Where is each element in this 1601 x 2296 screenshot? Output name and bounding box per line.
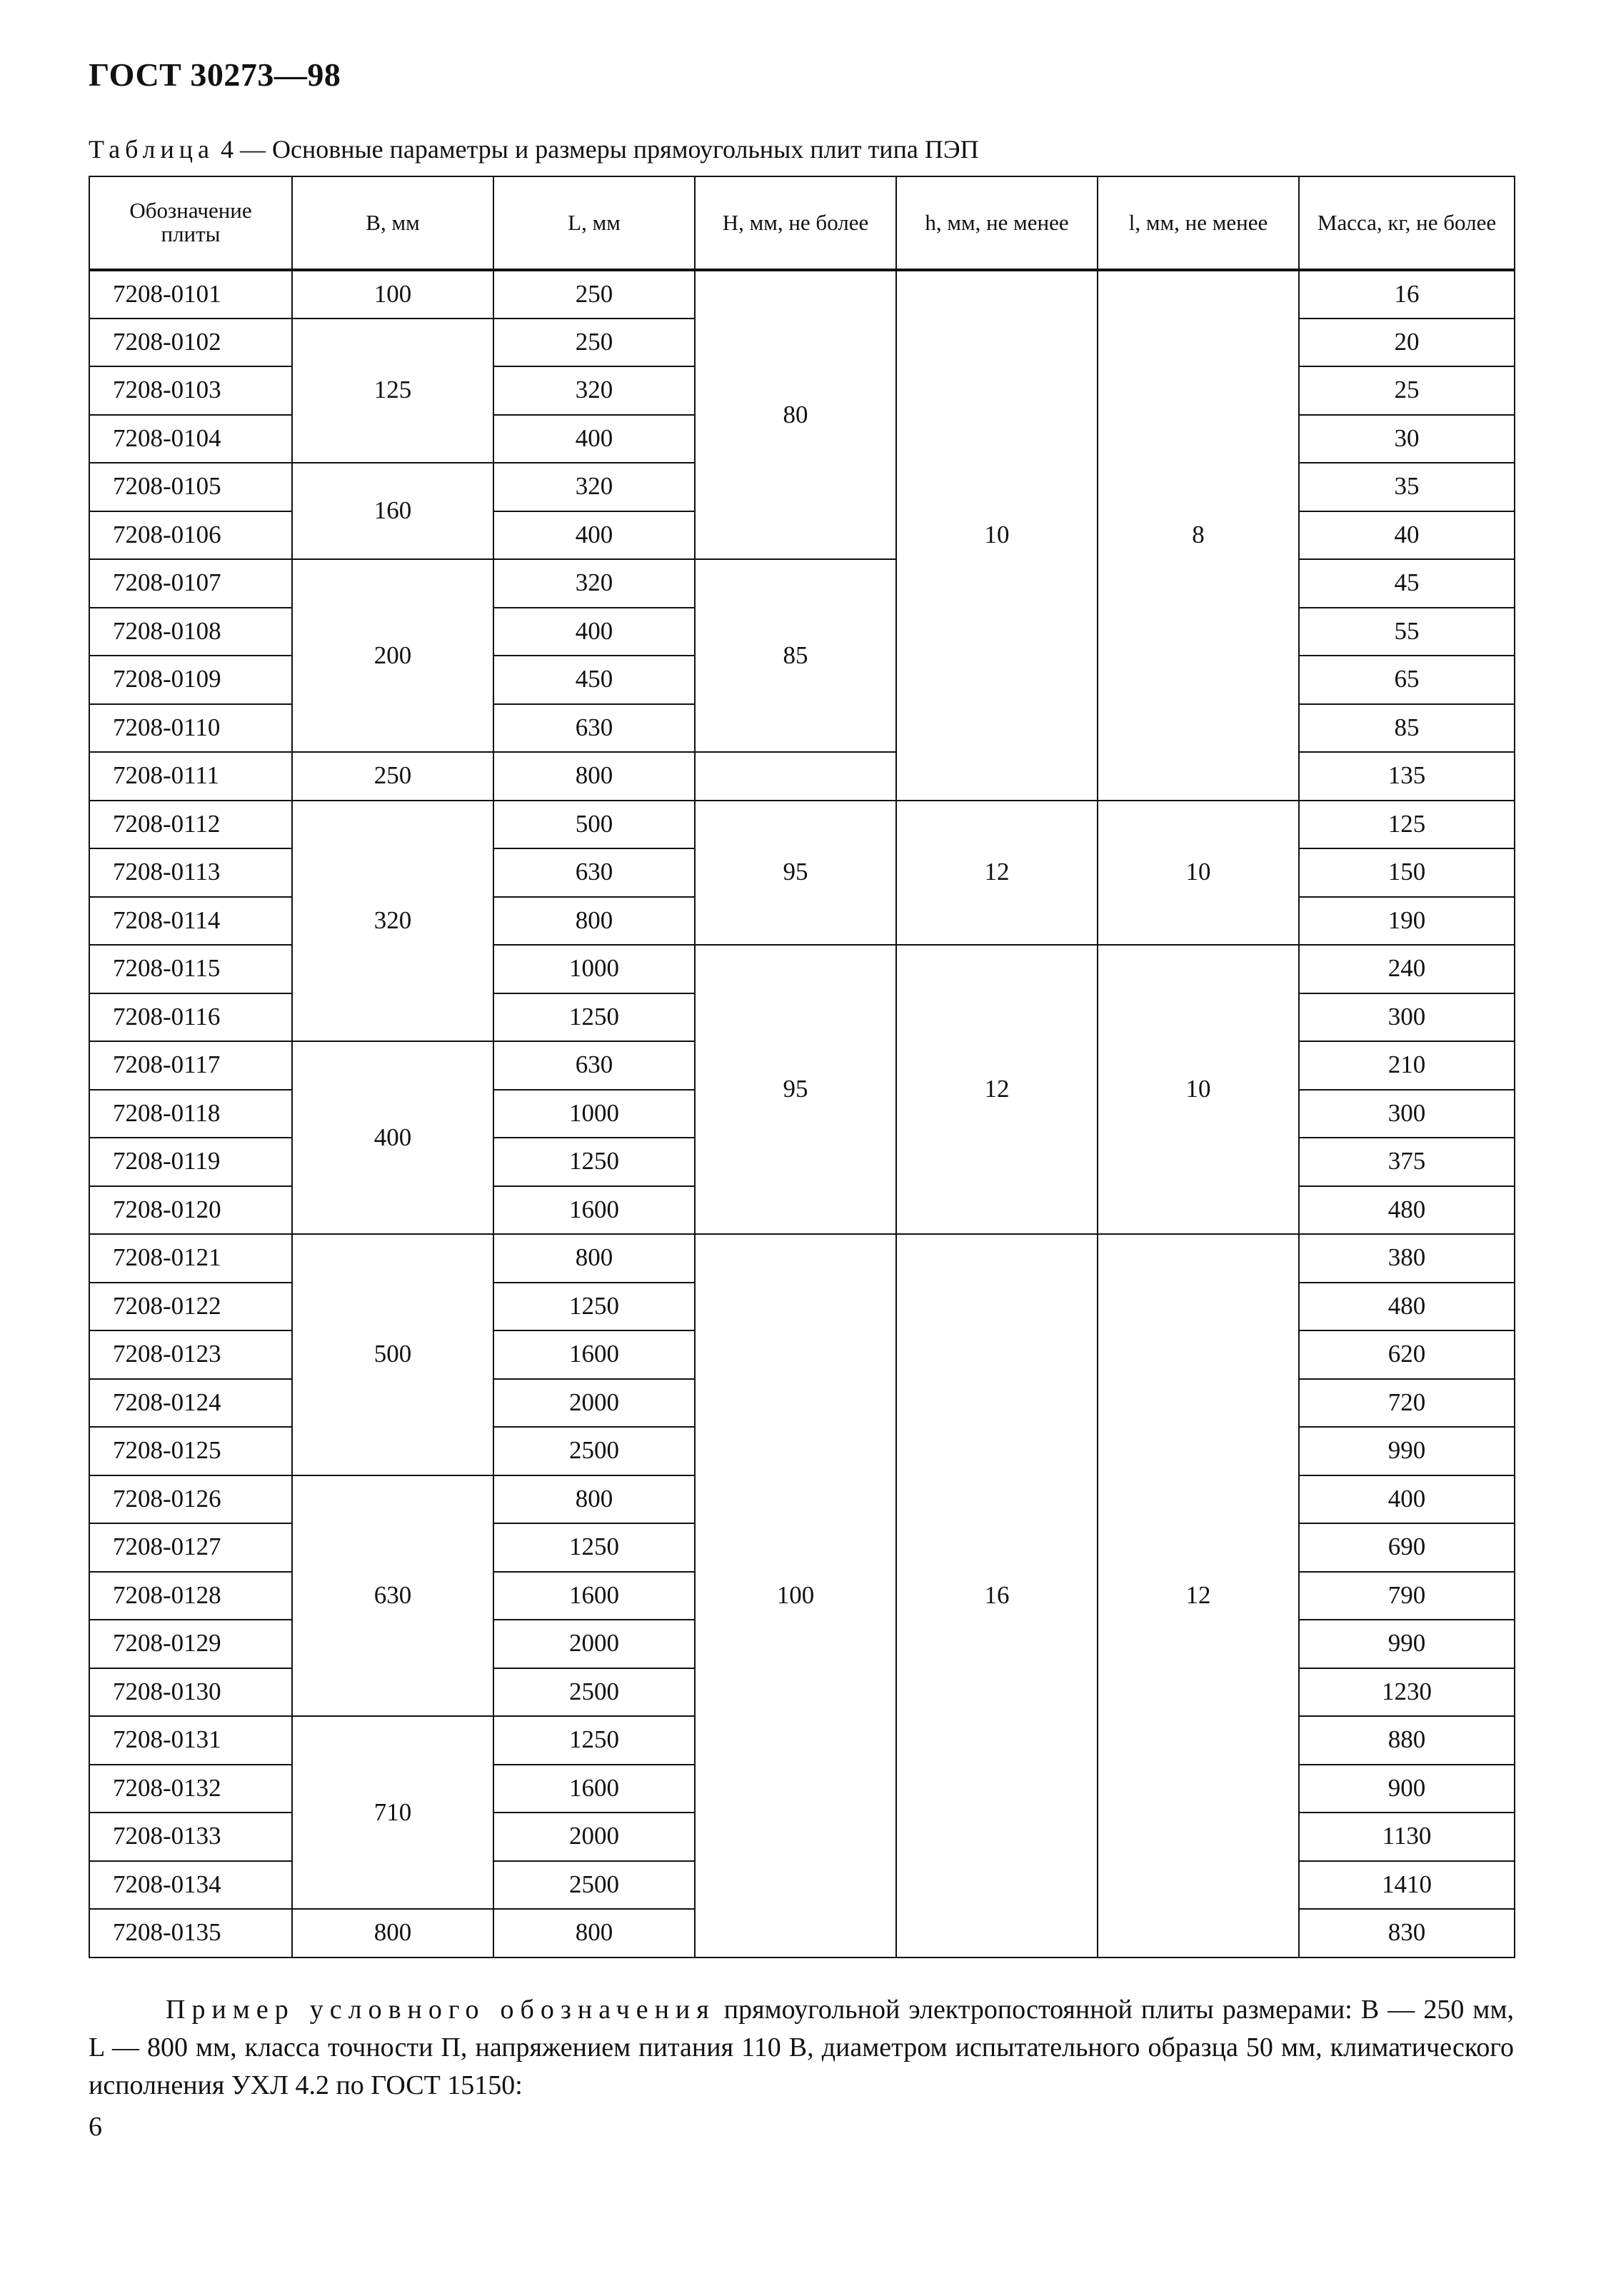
designation-cell: 7208-0125 (89, 1427, 292, 1475)
designation-cell: 7208-0134 (89, 1861, 292, 1910)
l-min-cell: 8 (1098, 270, 1299, 801)
l-length-cell: 1600 (493, 1765, 695, 1813)
document-header: ГОСТ 30273—98 (89, 56, 341, 93)
l-length-cell: 800 (493, 1475, 695, 1524)
designation-cell: 7208-0113 (89, 848, 292, 897)
designation-cell: 7208-0110 (89, 704, 292, 753)
parameters-table (89, 176, 1515, 1958)
h-max-cell: 80 (695, 270, 896, 559)
designation-cell: 7208-0101 (89, 270, 292, 319)
mass-cell: 480 (1299, 1283, 1515, 1331)
mass-cell: 300 (1299, 1090, 1515, 1138)
designation-cell: 7208-0112 (89, 801, 292, 849)
l-length-cell: 400 (493, 511, 695, 560)
l-length-cell: 1000 (493, 945, 695, 993)
mass-cell: 620 (1299, 1330, 1515, 1379)
mass-cell: 25 (1299, 366, 1515, 415)
mass-cell: 190 (1299, 897, 1515, 946)
h-min-cell: 12 (896, 801, 1098, 946)
l-length-cell: 2500 (493, 1427, 695, 1475)
l-length-cell: 320 (493, 463, 695, 511)
mass-cell: 880 (1299, 1716, 1515, 1765)
l-length-cell: 630 (493, 1041, 695, 1090)
header-mass: Масса, кг, не более (1299, 176, 1515, 270)
mass-cell: 85 (1299, 704, 1515, 753)
mass-cell: 830 (1299, 1909, 1515, 1957)
mass-cell: 790 (1299, 1572, 1515, 1620)
l-min-cell: 10 (1098, 945, 1299, 1234)
designation-cell: 7208-0126 (89, 1475, 292, 1524)
b-cell: 100 (292, 270, 493, 319)
b-cell: 630 (292, 1475, 493, 1717)
mass-cell: 16 (1299, 270, 1515, 319)
designation-cell: 7208-0120 (89, 1186, 292, 1235)
example-lead: Пример условного обозначения (166, 1995, 716, 2025)
l-length-cell: 400 (493, 608, 695, 656)
mass-cell: 690 (1299, 1523, 1515, 1572)
header-designation: Обозначение плиты (89, 176, 292, 270)
l-length-cell: 1250 (493, 1716, 695, 1765)
mass-cell: 300 (1299, 993, 1515, 1042)
mass-cell: 1410 (1299, 1861, 1515, 1910)
l-length-cell: 250 (493, 319, 695, 367)
l-length-cell: 2000 (493, 1620, 695, 1668)
header-l-length: L, мм (493, 176, 695, 270)
designation-cell: 7208-0109 (89, 656, 292, 704)
h-min-cell: 16 (896, 1234, 1098, 1957)
h-max-cell: 100 (695, 1234, 896, 1957)
l-length-cell: 2000 (493, 1813, 695, 1861)
designation-cell: 7208-0122 (89, 1283, 292, 1331)
mass-cell: 135 (1299, 752, 1515, 801)
l-length-cell: 630 (493, 848, 695, 897)
l-length-cell: 250 (493, 270, 695, 319)
l-length-cell: 1250 (493, 1523, 695, 1572)
designation-cell: 7208-0119 (89, 1138, 292, 1186)
b-cell: 125 (292, 319, 493, 463)
h-min-cell: 12 (896, 945, 1098, 1234)
designation-cell: 7208-0123 (89, 1330, 292, 1379)
h-max-cell: 95 (695, 945, 896, 1234)
l-length-cell: 800 (493, 897, 695, 946)
designation-cell: 7208-0107 (89, 559, 292, 608)
designation-example (89, 1991, 1514, 2105)
mass-cell: 125 (1299, 801, 1515, 849)
l-length-cell: 450 (493, 656, 695, 704)
designation-cell: 7208-0108 (89, 608, 292, 656)
table-caption (89, 134, 979, 164)
designation-cell: 7208-0116 (89, 993, 292, 1042)
h-max-cell: 85 (695, 559, 896, 752)
mass-cell: 375 (1299, 1138, 1515, 1186)
header-b: B, мм (292, 176, 493, 270)
b-cell: 400 (292, 1041, 493, 1234)
h-max-cell (695, 752, 896, 801)
l-length-cell: 800 (493, 1234, 695, 1283)
mass-cell: 30 (1299, 415, 1515, 463)
mass-cell: 1130 (1299, 1813, 1515, 1861)
designation-cell: 7208-0117 (89, 1041, 292, 1090)
l-min-cell: 10 (1098, 801, 1299, 946)
page-number: 6 (89, 2112, 102, 2142)
header-l-min: l, мм, не менее (1098, 176, 1299, 270)
mass-cell: 480 (1299, 1186, 1515, 1235)
designation-cell: 7208-0121 (89, 1234, 292, 1283)
designation-cell: 7208-0102 (89, 319, 292, 367)
mass-cell: 990 (1299, 1427, 1515, 1475)
mass-cell: 990 (1299, 1620, 1515, 1668)
table-header-row (89, 176, 1515, 270)
l-length-cell: 2500 (493, 1861, 695, 1910)
mass-cell: 400 (1299, 1475, 1515, 1524)
designation-cell: 7208-0124 (89, 1379, 292, 1428)
table-body (89, 270, 1515, 1957)
l-length-cell: 1250 (493, 1138, 695, 1186)
mass-cell: 900 (1299, 1765, 1515, 1813)
mass-cell: 55 (1299, 608, 1515, 656)
l-length-cell: 2500 (493, 1668, 695, 1717)
l-length-cell: 400 (493, 415, 695, 463)
l-length-cell: 630 (493, 704, 695, 753)
b-cell: 160 (292, 463, 493, 559)
designation-cell: 7208-0106 (89, 511, 292, 560)
designation-cell: 7208-0118 (89, 1090, 292, 1138)
designation-cell: 7208-0104 (89, 415, 292, 463)
table-row (89, 270, 1515, 319)
l-length-cell: 500 (493, 801, 695, 849)
l-length-cell: 1600 (493, 1572, 695, 1620)
header-h-max: H, мм, не более (695, 176, 896, 270)
mass-cell: 40 (1299, 511, 1515, 560)
table-row (89, 1234, 1515, 1283)
designation-cell: 7208-0129 (89, 1620, 292, 1668)
designation-cell: 7208-0131 (89, 1716, 292, 1765)
b-cell: 250 (292, 752, 493, 801)
designation-cell: 7208-0114 (89, 897, 292, 946)
mass-cell: 240 (1299, 945, 1515, 993)
l-length-cell: 320 (493, 366, 695, 415)
b-cell: 710 (292, 1716, 493, 1909)
designation-cell: 7208-0115 (89, 945, 292, 993)
h-max-cell: 95 (695, 801, 896, 946)
mass-cell: 720 (1299, 1379, 1515, 1428)
mass-cell: 20 (1299, 319, 1515, 367)
designation-cell: 7208-0103 (89, 366, 292, 415)
l-length-cell: 320 (493, 559, 695, 608)
b-cell: 200 (292, 559, 493, 752)
mass-cell: 35 (1299, 463, 1515, 511)
l-length-cell: 1250 (493, 993, 695, 1042)
table-row (89, 559, 1515, 608)
designation-cell: 7208-0111 (89, 752, 292, 801)
designation-cell: 7208-0128 (89, 1572, 292, 1620)
b-cell: 800 (292, 1909, 493, 1957)
mass-cell: 210 (1299, 1041, 1515, 1090)
example-text: прямоугольной электропостоянной плиты размерами: B — 250 мм, L — 800 мм, класса точности П, напряжением питания 110 В, диаметром испытательного образца 50 мм, климатического исполнения УХЛ 4.2 по ГОСТ 15150: (89, 1995, 1514, 2101)
l-length-cell: 800 (493, 1909, 695, 1957)
l-length-cell: 800 (493, 752, 695, 801)
l-length-cell: 1000 (493, 1090, 695, 1138)
b-cell: 500 (292, 1234, 493, 1475)
mass-cell: 65 (1299, 656, 1515, 704)
table-caption-label: Таблица (89, 135, 214, 164)
l-length-cell: 1600 (493, 1330, 695, 1379)
table-row (89, 801, 1515, 849)
designation-cell: 7208-0130 (89, 1668, 292, 1717)
l-length-cell: 2000 (493, 1379, 695, 1428)
table-row (89, 752, 1515, 801)
l-length-cell: 1250 (493, 1283, 695, 1331)
designation-cell: 7208-0135 (89, 1909, 292, 1957)
mass-cell: 150 (1299, 848, 1515, 897)
h-min-cell: 10 (896, 270, 1098, 801)
l-length-cell: 1600 (493, 1186, 695, 1235)
designation-cell: 7208-0127 (89, 1523, 292, 1572)
b-cell: 320 (292, 801, 493, 1042)
l-min-cell: 12 (1098, 1234, 1299, 1957)
designation-cell: 7208-0132 (89, 1765, 292, 1813)
table-caption-text: 4 — Основные параметры и размеры прямоугольных плит типа ПЭП (220, 135, 979, 164)
mass-cell: 380 (1299, 1234, 1515, 1283)
designation-cell: 7208-0105 (89, 463, 292, 511)
header-h-min: h, мм, не менее (896, 176, 1098, 270)
designation-cell: 7208-0133 (89, 1813, 292, 1861)
mass-cell: 45 (1299, 559, 1515, 608)
mass-cell: 1230 (1299, 1668, 1515, 1717)
